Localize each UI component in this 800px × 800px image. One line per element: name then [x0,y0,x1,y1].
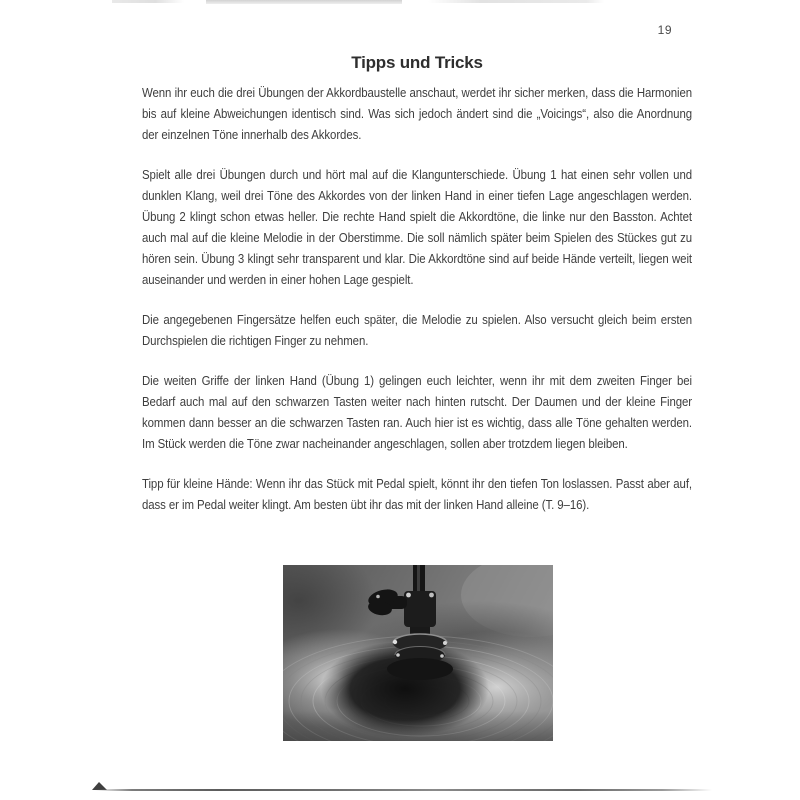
page-edge-artifact [112,0,184,3]
body-text-column [142,82,692,534]
paragraph-weite-griffe: Die weiten Griffe der linken Hand (Übung 1) gelingen euch leichter, wenn ihr mit dem zweiten Finger bei Bedarf auch mal auf den schwarzen Tasten weiter nach hinten rutscht. Der Daumen und der kleine Finger kommen dann besser an die schwarzen Tasten ran. Auch hier ist es wichtig, dass alle Töne gehalten werden. Im Stück werden die Töne zwar nacheinander angeschlagen, sollen aber trotzdem liegen bleiben. [142,373,692,451]
paragraph-klangunterschiede: Spielt alle drei Übungen durch und hört mal auf die Klangunterschiede. Übung 1 hat einen sehr vollen und dunklen Klang, weil drei Töne des Akkordes von der linken Hand in einer tiefen Lage angeschlagen werden. Übung 2 klingt schon etwas heller. Die rechte Hand spielt die Akkordtöne, die linke nur den Basston. Achtet auch mal auf die kleine Melodie in der Oberstimme. Die soll nämlich später beim Spielen des Stückes gut zu hören sein. Übung 3 klingt sehr transparent und klar. Die Akkordtöne sind auf beide Hände verteilt, liegen weit auseinander und werden in einer hohen Lage gespielt. [142,167,692,287]
page-number: 19 [657,23,672,37]
page-edge-artifact [428,0,604,3]
cymbal-photo [283,565,553,741]
paragraph-fingersaetze: Die angegebenen Fingersätze helfen euch später, die Melodie zu spielen. Also versucht gleich beim ersten Durchspielen die richtigen Finger zu nehmen. [142,312,692,348]
book-page-bottom-edge [95,789,712,791]
paragraph-voicings: Wenn ihr euch die drei Übungen der Akkordbaustelle anschaut, werdet ihr sicher merken, dass die Harmonien bis auf kleine Abweichungen identisch sind. Was sich jedoch ändert sind die „Voicings“, also die Anordnung der einzelnen Töne innerhalb des Akkordes. [142,85,692,142]
cymbal-photo-graphic [283,565,553,741]
page-title: Tipps und Tricks [351,53,483,73]
paragraph-tipp-kleine-haende: Tipp für kleine Hände: Wenn ihr das Stück mit Pedal spielt, könnt ihr den tiefen Ton loslassen. Passt aber auf, dass er im Pedal weiter klingt. Am besten übt ihr das mit der linken Hand alleine (T. 9–16). [142,476,692,512]
page-edge-artifact [206,0,402,4]
